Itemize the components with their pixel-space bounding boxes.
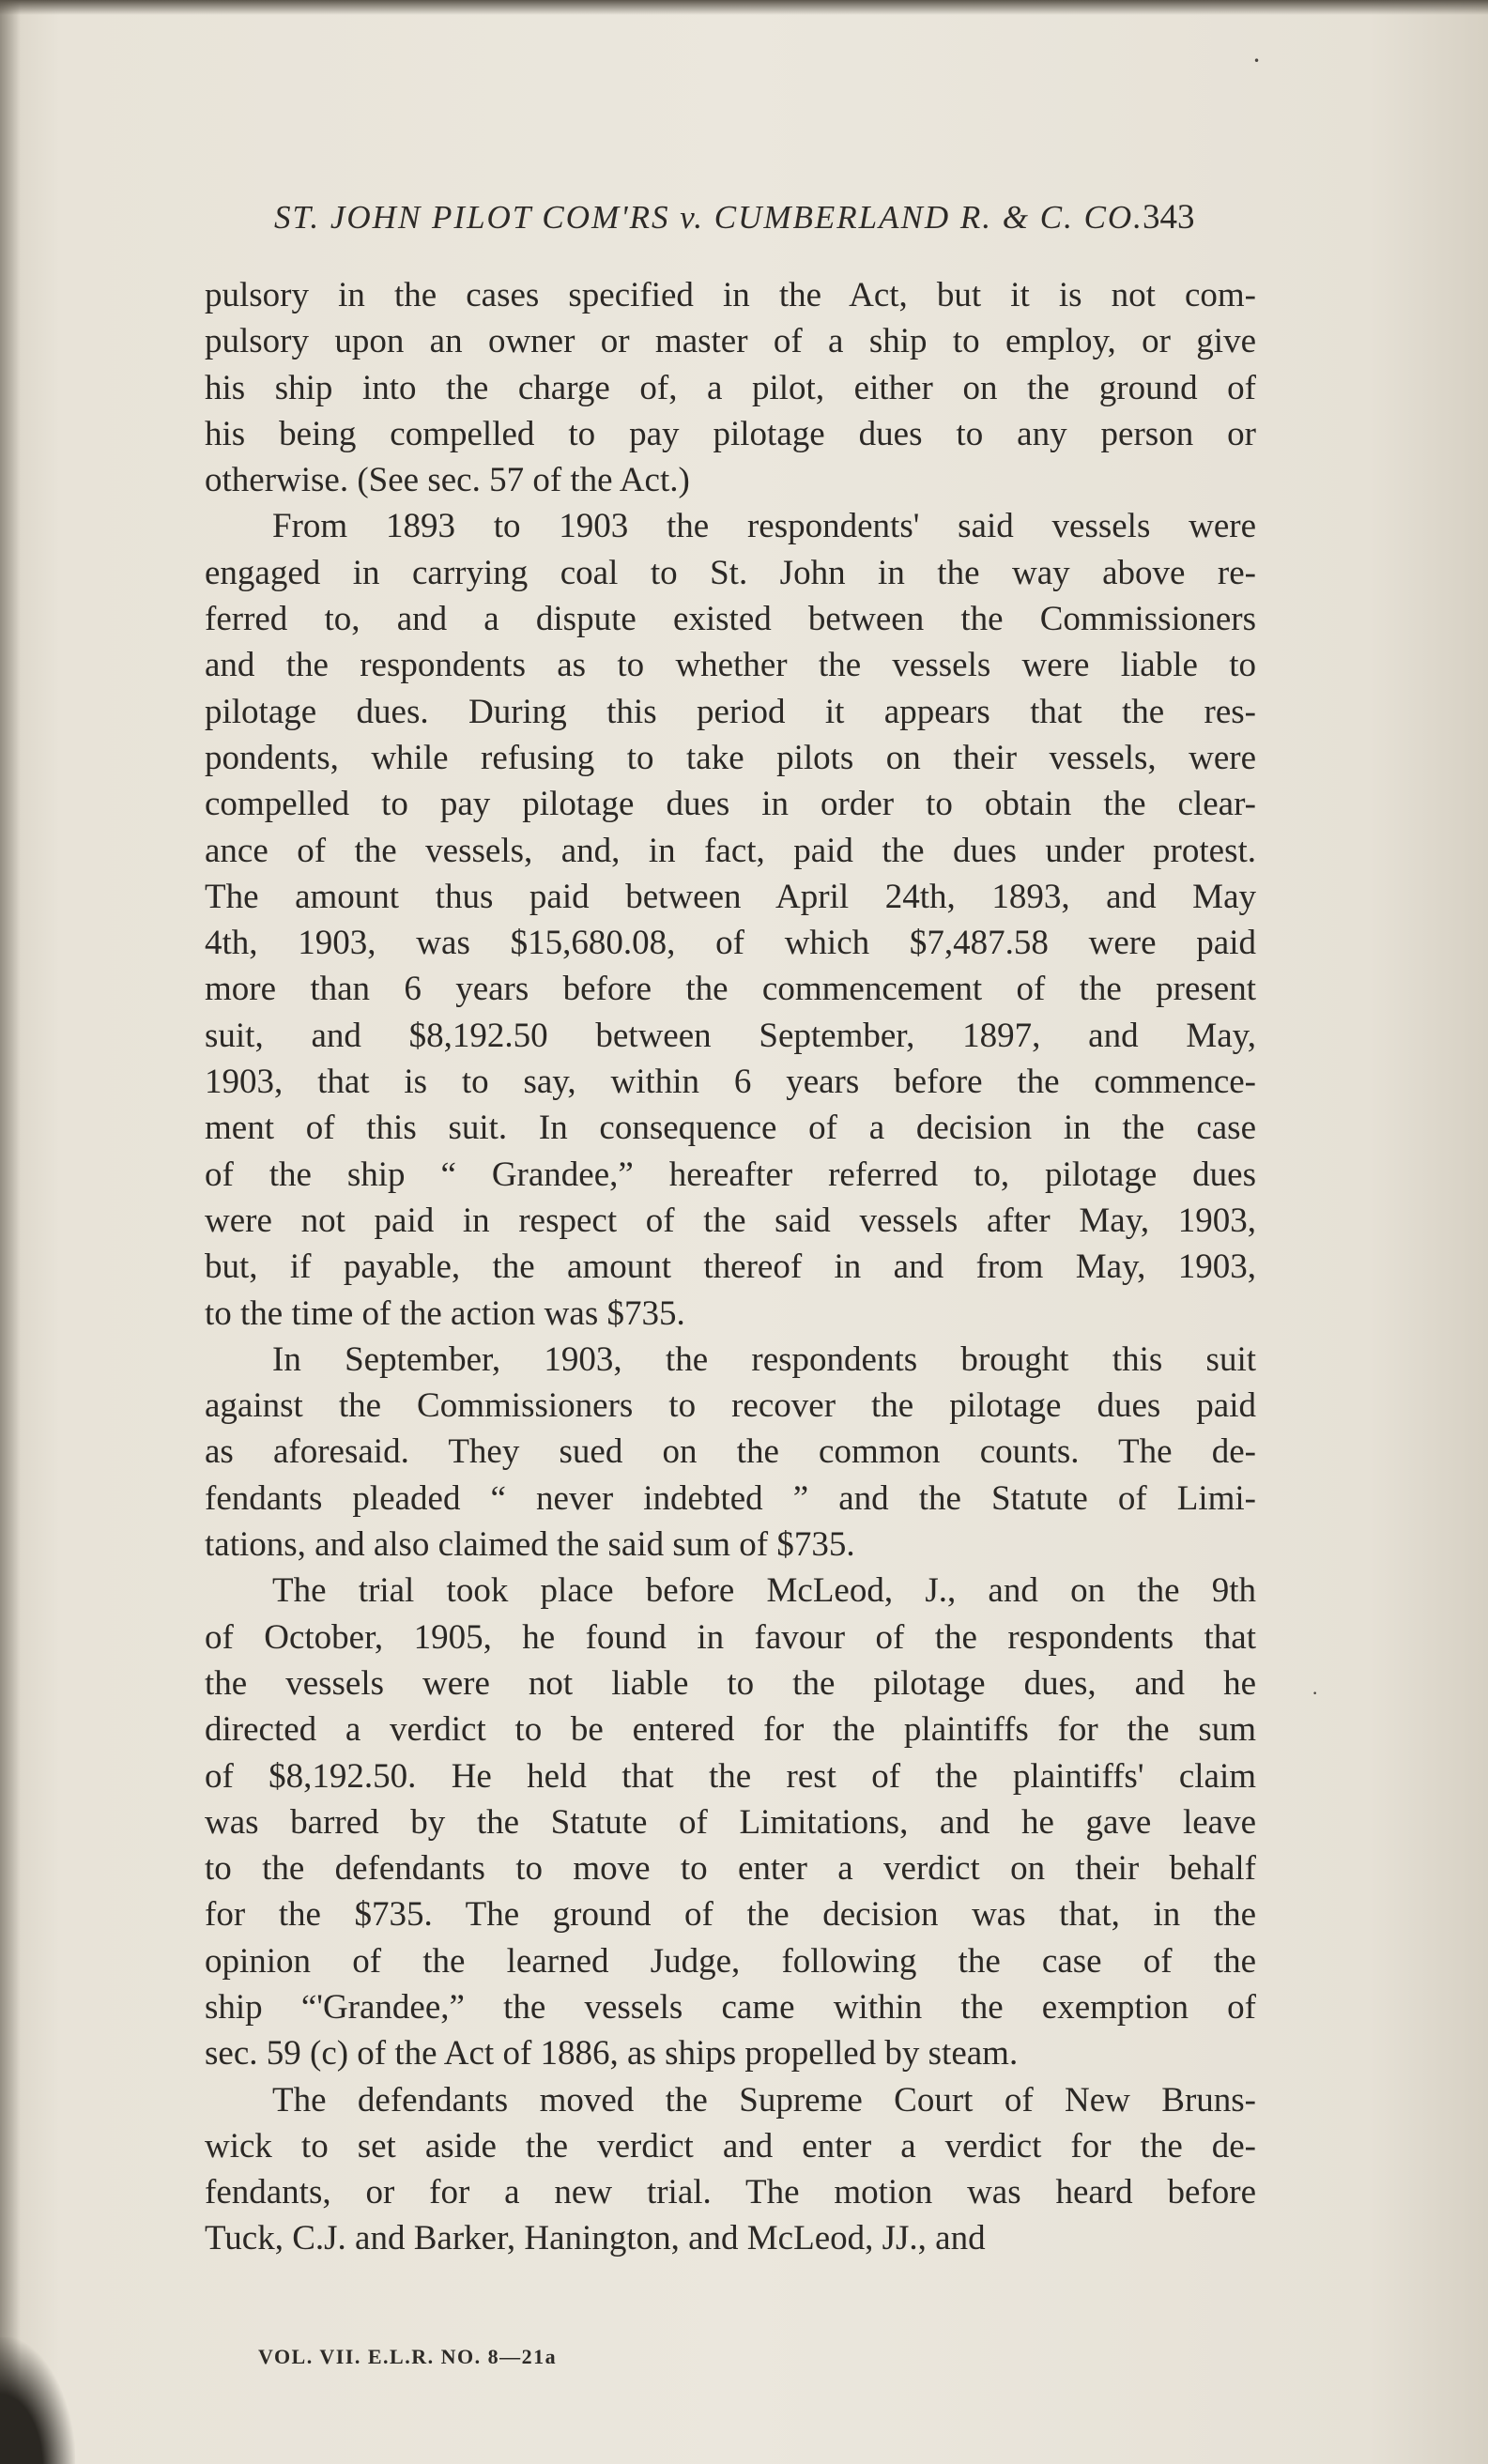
text-line: 1903, that is to say, within 6 years before the commence- (205, 1063, 1256, 1102)
paragraph (205, 503, 1256, 1336)
page-number: 343 (1143, 198, 1195, 237)
text-line: to the time of the action was $735. (205, 1293, 685, 1333)
text-line: pulsory upon an owner or master of a ship to employ, or give (205, 322, 1256, 361)
text-line: tations, and also claimed the said sum of $735. (205, 1525, 855, 1565)
running-header: ST. JOHN PILOT COM'RS v. CUMBERLAND R. & C. CO. (274, 199, 1143, 236)
text-line: suit, and $8,192.50 between September, 1897, and May, (205, 1016, 1256, 1055)
text-line: compelled to pay pilotage dues in order to obtain the clear- (205, 785, 1256, 824)
text-line: The defendants moved the Supreme Court of New Bruns- (272, 2080, 1256, 2120)
text-line: of the ship “ Grandee,” hereafter referred to, pilotage dues (205, 1155, 1256, 1194)
text-line: more than 6 years before the commencement of the present (205, 970, 1256, 1009)
text-line: pondents, while refusing to take pilots on their vessels, were (205, 738, 1256, 777)
text-line: ment of this suit. In consequence of a decision in the case (205, 1109, 1256, 1148)
text-line: wick to set aside the verdict and enter a verdict for the de- (205, 2126, 1256, 2166)
top-edge-shadow (0, 0, 1488, 15)
gutter-shadow (0, 0, 21, 2464)
text-line: engaged in carrying coal to St. John in the way above re- (205, 553, 1256, 592)
text-line: his being compelled to pay pilotage dues to any person or (205, 414, 1256, 453)
text-line: sec. 59 (c) of the Act of 1886, as ships propelled by steam. (205, 2034, 1019, 2074)
paragraph (205, 272, 1256, 503)
paragraph (205, 1568, 1256, 2076)
text-line: directed a verdict to be entered for the plaintiffs for the sum (205, 1710, 1256, 1750)
text-line: From 1893 to 1903 the respondents' said vessels were (272, 507, 1256, 546)
text-line: ship “'Grandee,” the vessels came within the exemption of (205, 1987, 1256, 2027)
text-line: pulsory in the cases specified in the Act, but it is not com- (205, 276, 1256, 314)
text-line: of $8,192.50. He held that the rest of the plaintiffs' claim (205, 1756, 1256, 1796)
text-line: ance of the vessels, and, in fact, paid the dues under protest. (205, 831, 1256, 870)
page-corner-shadow (0, 2337, 75, 2464)
text-line: otherwise. (See sec. 57 of the Act.) (205, 461, 690, 500)
text-line: The amount thus paid between April 24th, 1893, and May (205, 877, 1256, 916)
text-line: but, if payable, the amount thereof in and from May, 1903, (205, 1247, 1256, 1287)
speck-mark: • (1253, 54, 1261, 68)
text-line: fendants, or for a new trial. The motion was heard before (205, 2173, 1256, 2212)
text-line: of October, 1905, he found in favour of the respondents that (205, 1617, 1256, 1657)
text-line: and the respondents as to whether the vessels were liable to (205, 646, 1256, 685)
text-line: against the Commissioners to recover the pilotage dues paid (205, 1386, 1256, 1426)
text-line: fendants pleaded “ never indebted ” and the Statute of Limi- (205, 1478, 1256, 1518)
text-line: to the defendants to move to enter a verdict on their behalf (205, 1849, 1256, 1889)
signature-mark: VOL. VII. E.L.R. NO. 8—21a (258, 2345, 558, 2368)
text-line: The trial took place before McLeod, J., and on the 9th (272, 1571, 1256, 1611)
paragraph (205, 2077, 1256, 2262)
text-line: the vessels were not liable to the pilotage dues, and he (205, 1663, 1256, 1703)
text-line: pilotage dues. During this period it appears that the res- (205, 692, 1256, 731)
paragraph (205, 1337, 1256, 1568)
text-line: his ship into the charge of, a pilot, either on the ground of (205, 368, 1256, 407)
speck-mark: • (1312, 1690, 1318, 1699)
text-line: as aforesaid. They sued on the common counts. The de- (205, 1432, 1256, 1472)
text-line: was barred by the Statute of Limitations, and he gave leave (205, 1802, 1256, 1842)
text-line: for the $735. The ground of the decision was that, in the (205, 1895, 1256, 1935)
text-line: Tuck, C.J. and Barker, Hanington, and McLeod, JJ., and (205, 2219, 986, 2258)
body-text (205, 272, 1256, 2262)
text-line: were not paid in respect of the said vessels after May, 1903, (205, 1201, 1256, 1240)
text-line: 4th, 1903, was $15,680.08, of which $7,487.58 were paid (205, 924, 1256, 963)
text-line: In September, 1903, the respondents brought this suit (272, 1339, 1256, 1379)
text-line: ferred to, and a dispute existed between the Commissioners (205, 600, 1256, 639)
text-line: opinion of the learned Judge, following the case of the (205, 1941, 1256, 1981)
